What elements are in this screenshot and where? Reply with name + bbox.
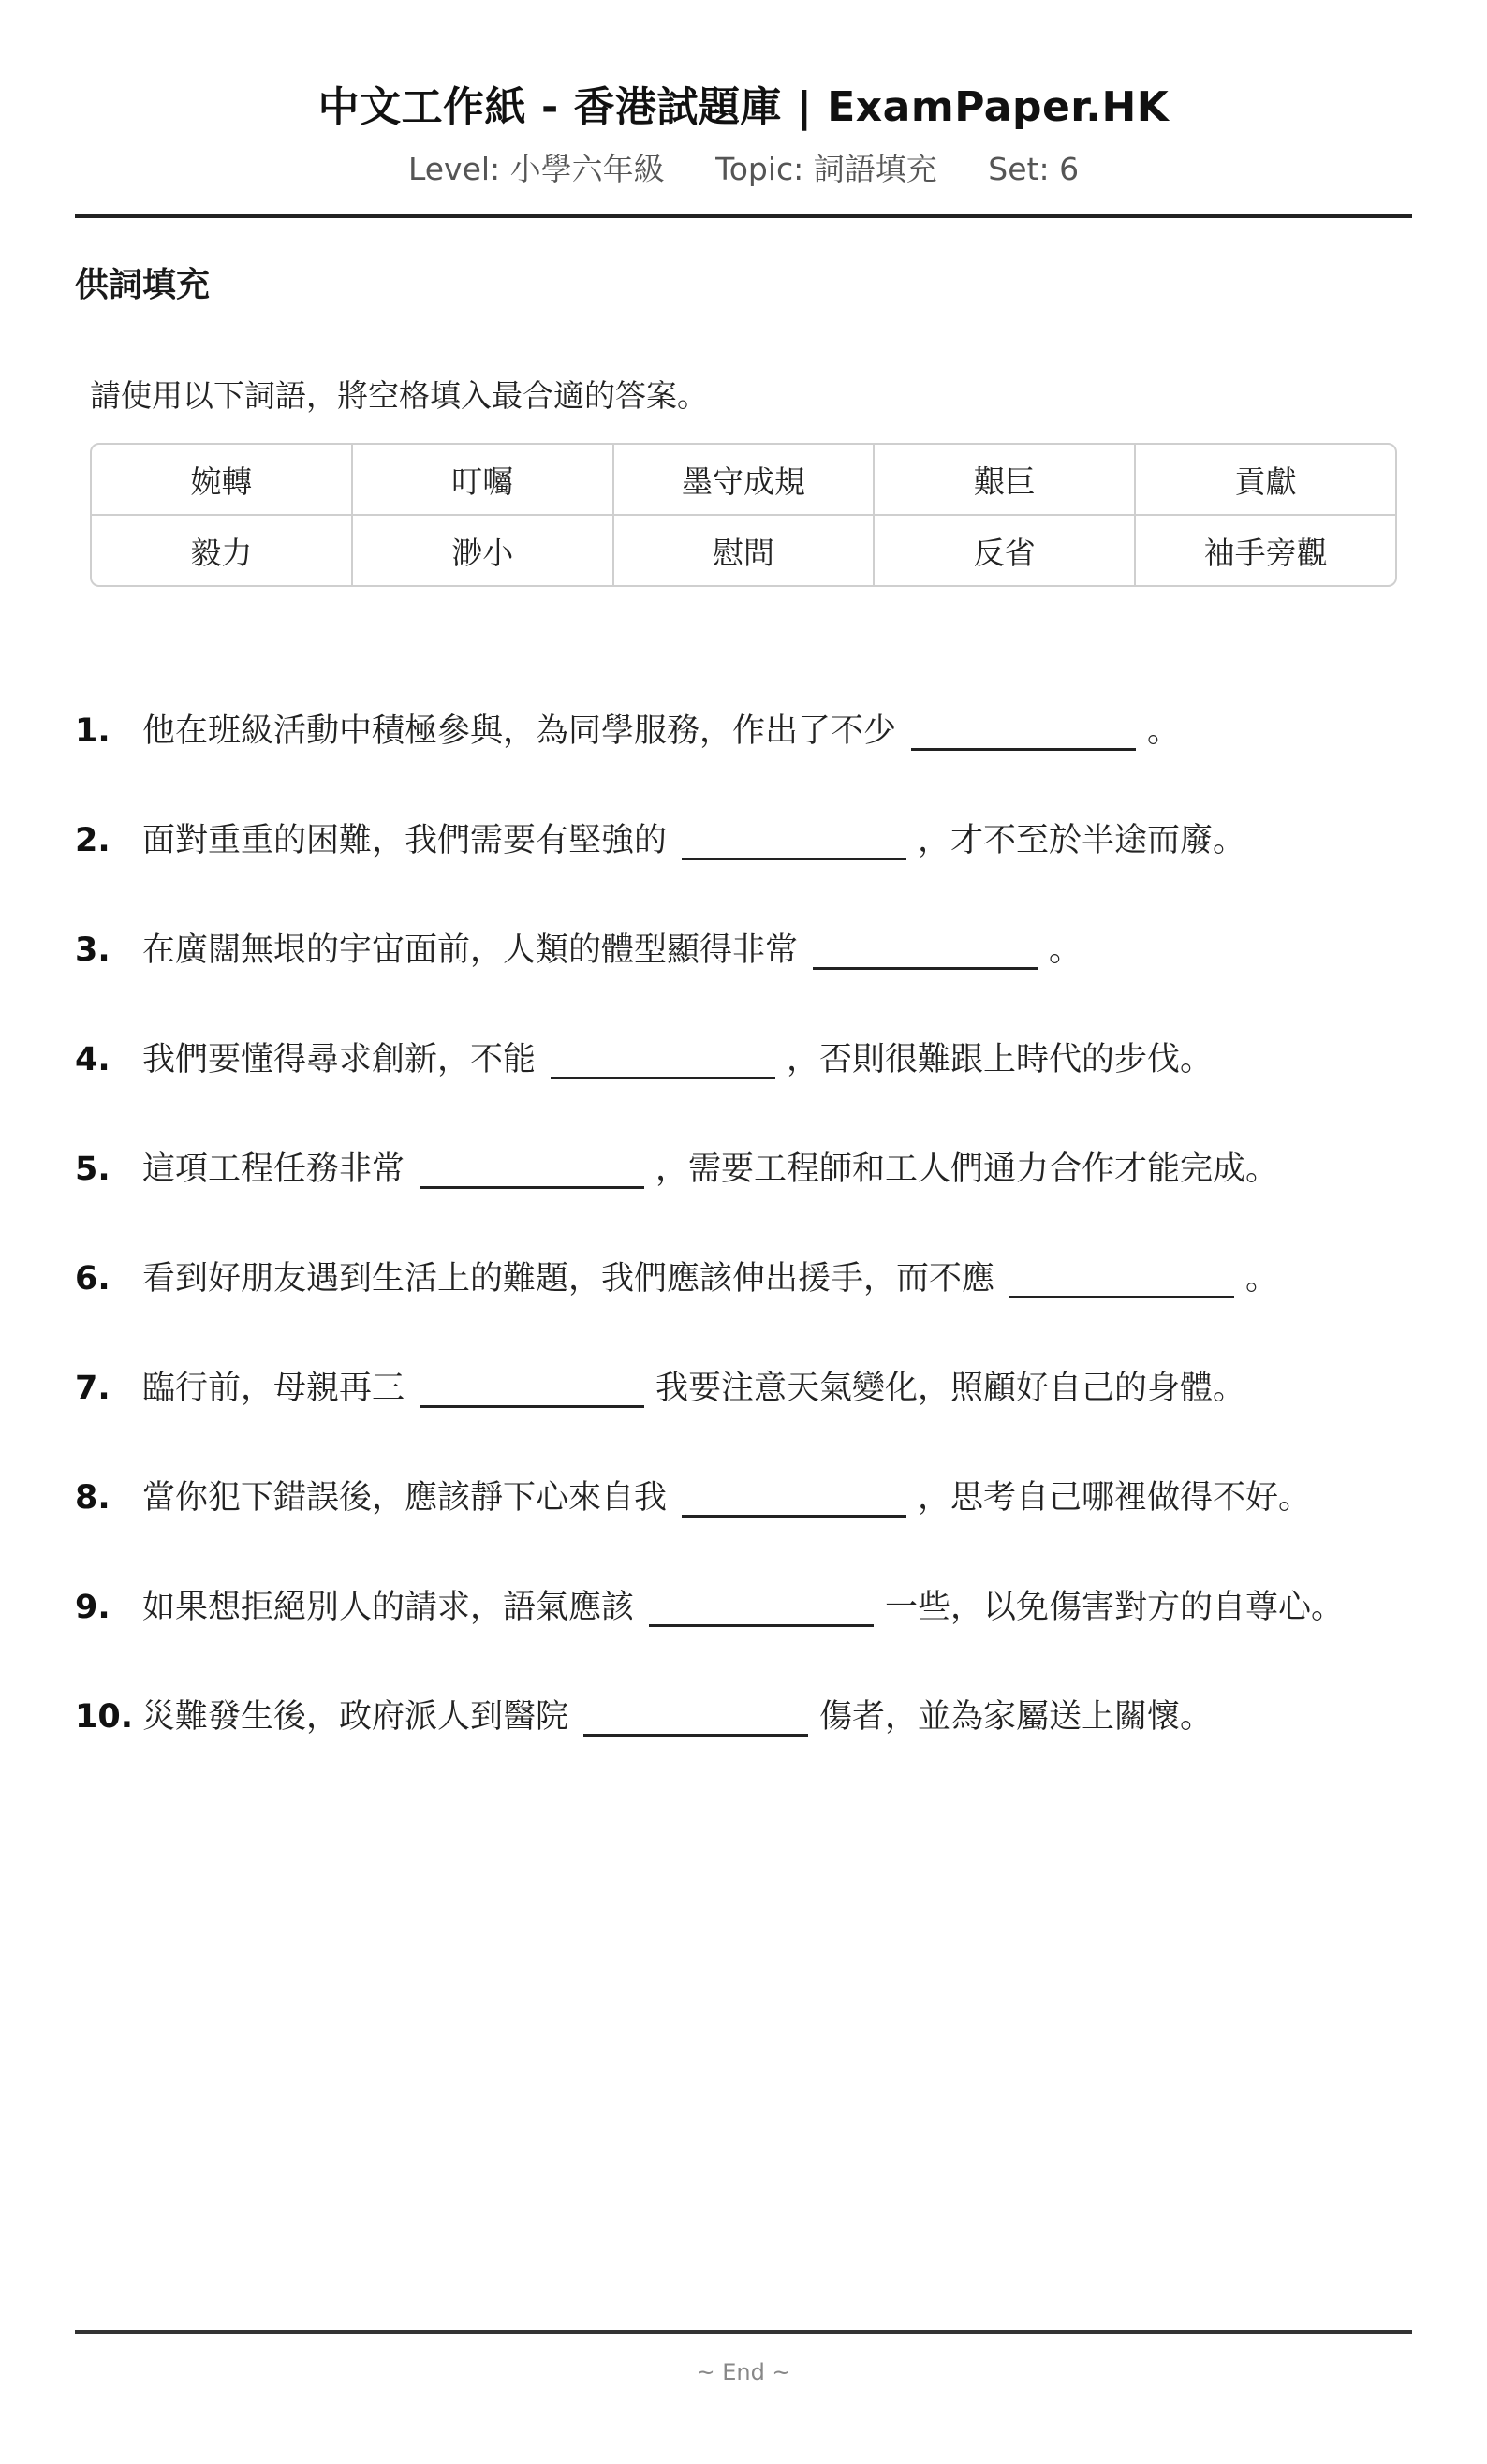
question-text-after: 。: [1147, 712, 1181, 750]
answer-blank[interactable]: [420, 1371, 644, 1408]
question-text: [142, 1149, 1278, 1190]
word-bank-cell: 慰問: [612, 516, 874, 585]
question-text-after: ，需要工程師和工人們通力合作才能完成。: [655, 1151, 1279, 1188]
word-bank-cell: 墨守成規: [612, 445, 874, 514]
question-text-before: 在廣闊無垠的宇宙面前，人類的體型顯得非常: [142, 931, 799, 969]
answer-blank[interactable]: [649, 1591, 874, 1627]
word-bank-cell: 渺小: [351, 516, 612, 585]
question-text: [142, 1587, 1344, 1628]
footer-divider: [75, 2330, 1412, 2334]
instructions: 請使用以下詞語，將空格填入最合適的答案。: [90, 377, 708, 414]
question-number: 10.: [75, 1698, 134, 1736]
answer-blank[interactable]: [1009, 1262, 1234, 1298]
question-number: 7.: [75, 1370, 110, 1407]
answer-blank[interactable]: [682, 824, 906, 860]
answer-blank[interactable]: [911, 714, 1136, 751]
question-list: [75, 679, 1412, 1738]
question-text-before: 面對重重的困難，我們需要有堅強的: [142, 822, 668, 859]
question-text: [142, 1039, 1213, 1080]
question-item: [75, 1628, 1412, 1738]
word-bank-cell: 婉轉: [190, 462, 253, 500]
answer-blank[interactable]: [551, 1043, 775, 1079]
question-item: [75, 1190, 1412, 1299]
question-text-before: 臨行前，母親再三: [142, 1370, 405, 1407]
word-bank-row: [92, 445, 1395, 514]
question-number: 8.: [75, 1479, 110, 1517]
section-title: 供詞填充: [75, 266, 211, 304]
question-number: 4.: [75, 1041, 110, 1078]
question-text-before: 當你犯下錯誤後，應該靜下心來自我: [142, 1479, 668, 1517]
worksheet-header: [75, 0, 1412, 218]
word-bank-cell: 袖手旁觀: [1134, 516, 1395, 585]
question-number: 9.: [75, 1589, 110, 1626]
question-item: [75, 1409, 1412, 1518]
question-text-before: 這項工程任務非常: [142, 1151, 405, 1188]
word-bank-cell: 貢獻: [1134, 445, 1395, 514]
question-item: [75, 861, 1412, 971]
word-bank-cell: 艱巨: [873, 445, 1134, 514]
question-number: 1.: [75, 712, 110, 750]
question-text-after: ，思考自己哪裡做得不好。: [918, 1479, 1312, 1517]
question-text-after: ，否則很難跟上時代的步伐。: [787, 1041, 1214, 1078]
question-item: [75, 1299, 1412, 1409]
topic-label: Topic: 詞語填充: [715, 151, 937, 187]
question-number: 5.: [75, 1151, 110, 1188]
word-bank-row: [92, 514, 1395, 585]
question-number: 6.: [75, 1260, 110, 1298]
question-text-after: 。: [1049, 931, 1082, 969]
question-text: [142, 711, 1180, 752]
question-text-before: 看到好朋友遇到生活上的難題，我們應該伸出援手，而不應: [142, 1260, 995, 1298]
level-label: Level: 小學六年級: [407, 151, 665, 187]
answer-blank[interactable]: [813, 933, 1038, 970]
question-item: [75, 971, 1412, 1080]
answer-blank[interactable]: [420, 1152, 644, 1189]
question-item: [75, 752, 1412, 861]
word-bank-cell: 叮囑: [351, 445, 612, 514]
question-text-after: 。: [1245, 1260, 1279, 1298]
question-number: 3.: [75, 931, 110, 969]
worksheet-meta: [75, 149, 1412, 190]
question-text-before: 他在班級活動中積極參與，為同學服務，作出了不少: [142, 712, 897, 750]
word-bank-cell: 反省: [873, 516, 1134, 585]
question-text: [142, 1368, 1245, 1409]
header-divider: [75, 214, 1412, 218]
question-item: [75, 679, 1412, 752]
question-text-after: 我要注意天氣變化，照顧好自己的身體。: [655, 1370, 1246, 1407]
question-text-after: 傷者，並為家屬送上關懷。: [819, 1698, 1214, 1736]
question-text-before: 災難發生後，政府派人到醫院: [142, 1698, 569, 1736]
question-item: [75, 1518, 1412, 1628]
question-text: [142, 1258, 1278, 1299]
worksheet-page: [75, 0, 1412, 2464]
question-text: [142, 930, 1082, 971]
page-title: 中文工作紙 - 香港試題庫 | ExamPaper.HK: [317, 83, 1170, 131]
question-item: [75, 1080, 1412, 1190]
word-bank-cell: 毅力: [190, 534, 253, 571]
set-label: Set: 6: [988, 151, 1080, 187]
question-text-after: 一些，以免傷害對方的自尊心。: [885, 1589, 1345, 1626]
answer-blank[interactable]: [583, 1700, 808, 1737]
answer-blank[interactable]: [682, 1481, 906, 1518]
question-text-before: 我們要懂得尋求創新，不能: [142, 1041, 537, 1078]
question-text-after: ，才不至於半途而廢。: [918, 822, 1246, 859]
question-text: [142, 1696, 1213, 1738]
question-text-before: 如果想拒絕別人的請求，語氣應該: [142, 1589, 635, 1626]
question-text: [142, 1477, 1311, 1518]
question-number: 2.: [75, 822, 110, 859]
question-text: [142, 820, 1245, 861]
word-bank-table: [90, 443, 1397, 587]
footer-end-label: ~ End ~: [696, 2359, 791, 2385]
